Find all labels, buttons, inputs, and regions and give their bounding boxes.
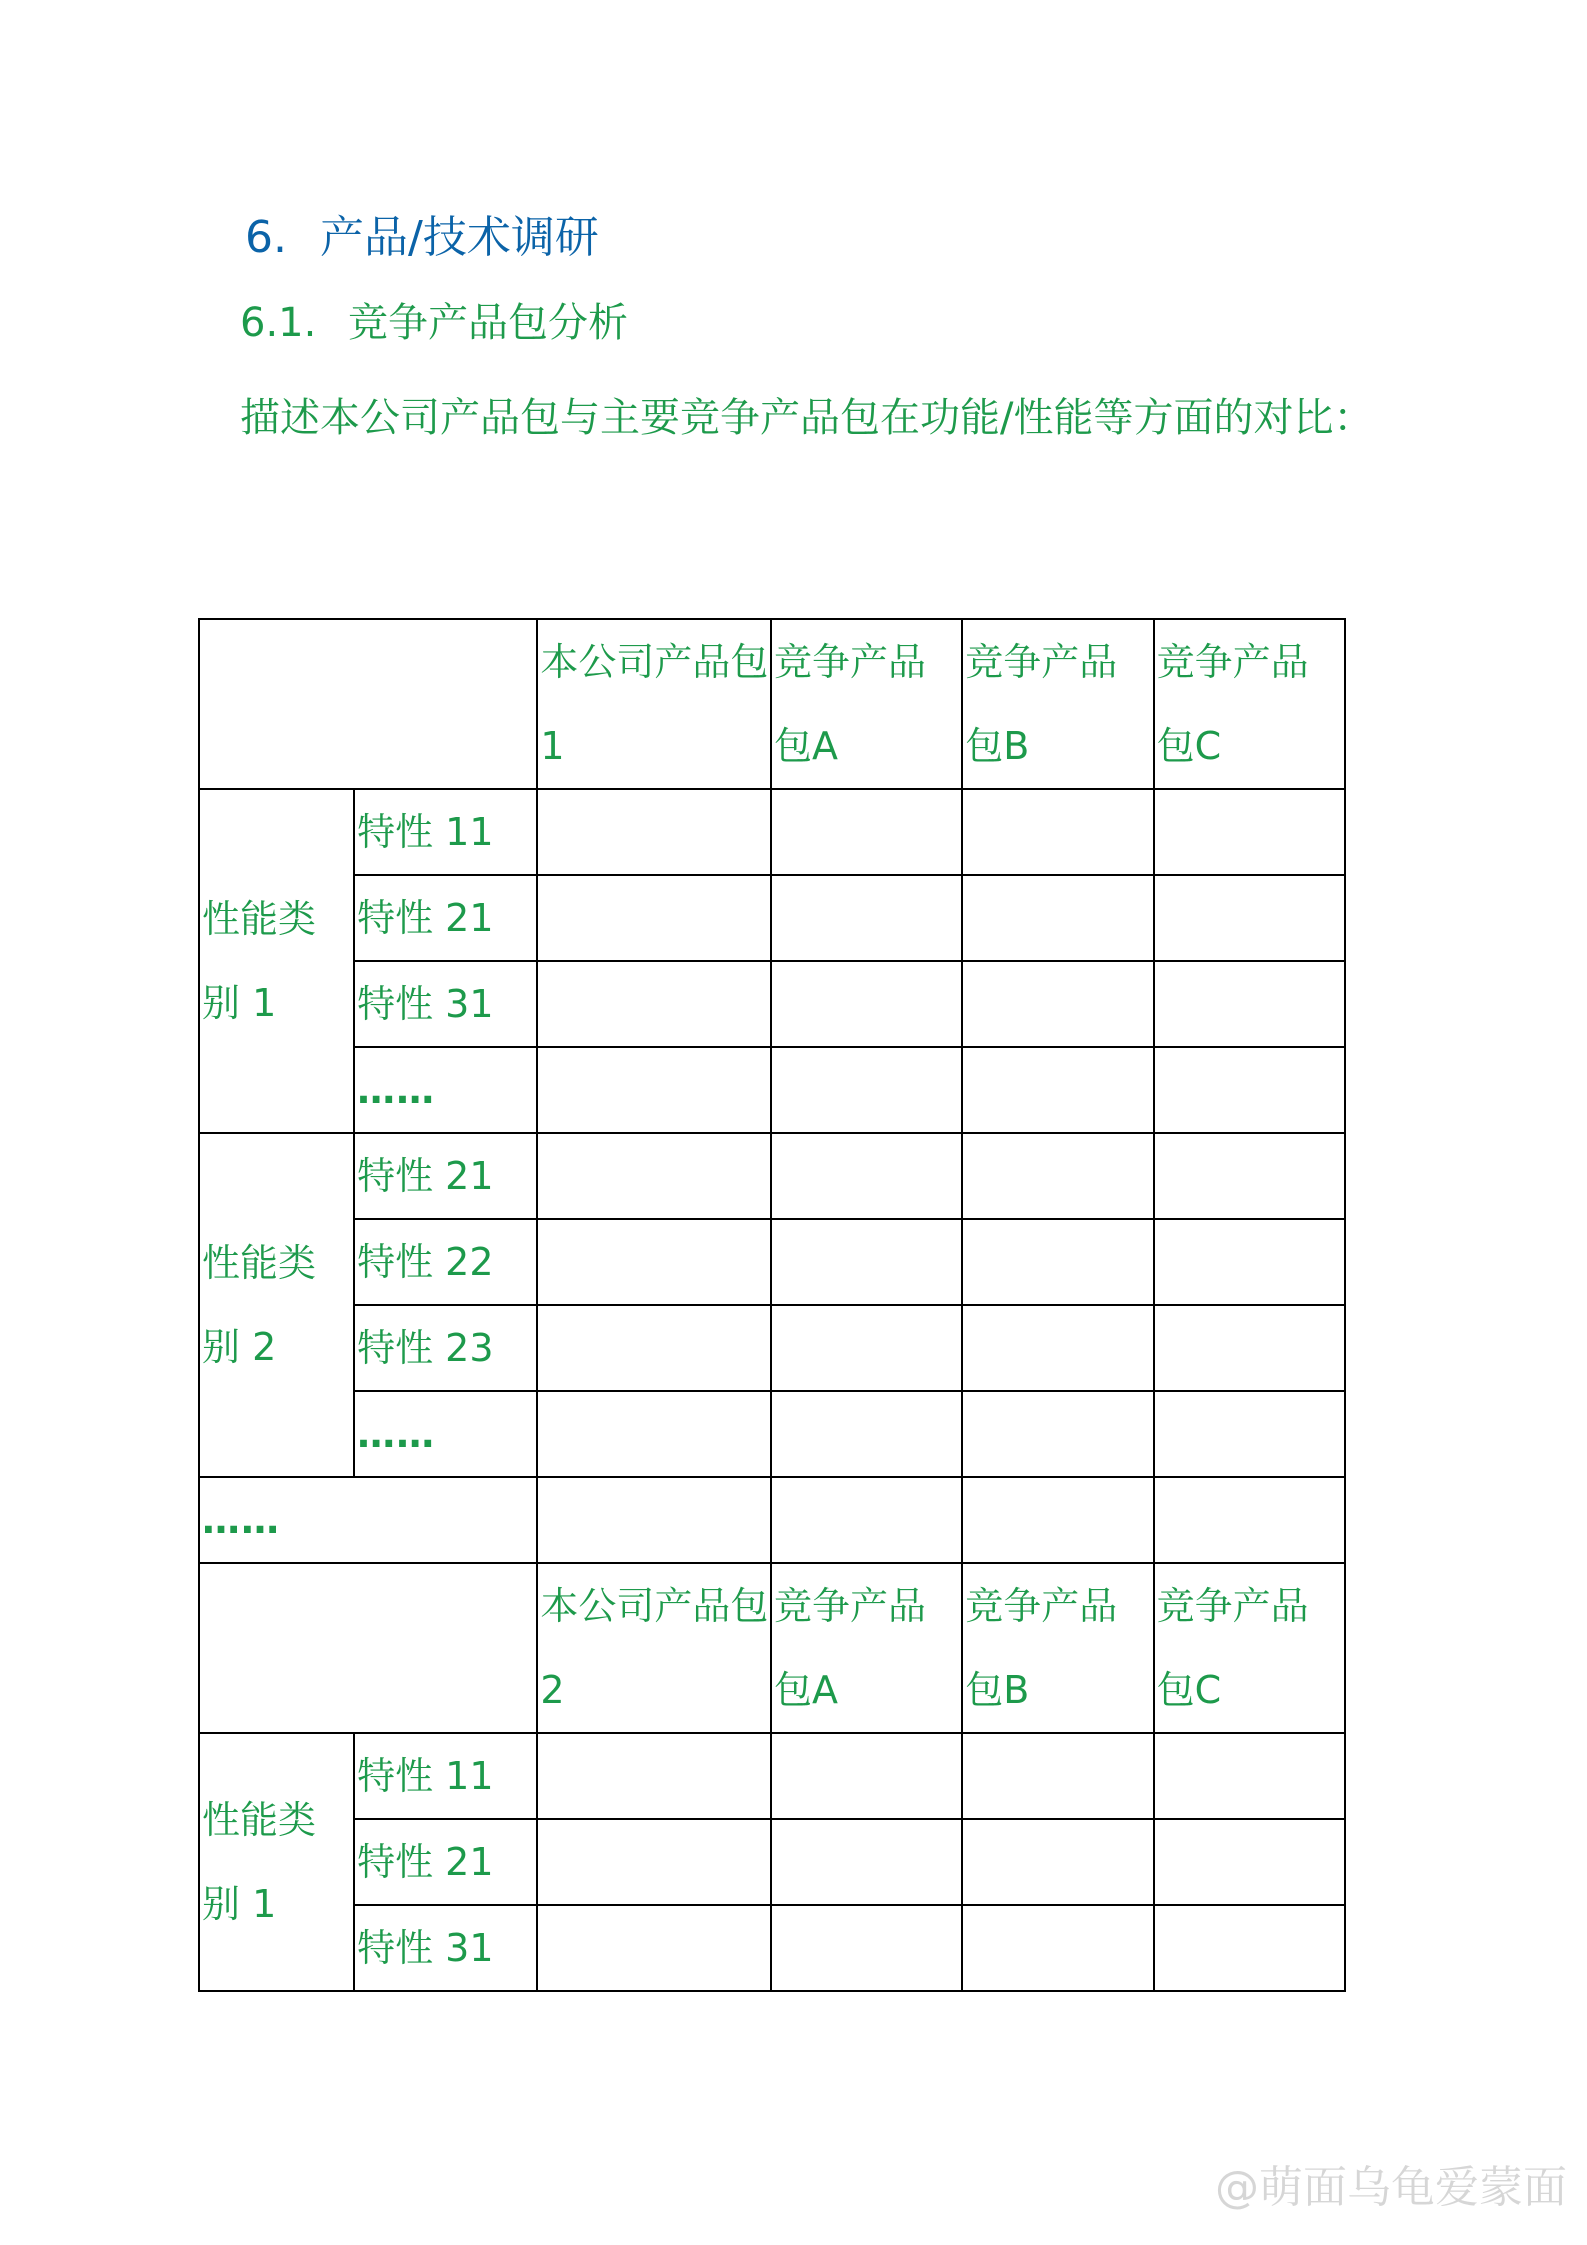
table-row bbox=[199, 789, 1345, 875]
subsection-number: 6.1. bbox=[240, 300, 317, 346]
category-cell: 性能类别 2 bbox=[199, 1133, 354, 1477]
value-cell[interactable] bbox=[537, 1819, 771, 1905]
value-cell[interactable] bbox=[962, 1733, 1153, 1819]
feature-cell: 特性 22 bbox=[354, 1219, 537, 1305]
value-cell[interactable] bbox=[537, 1305, 771, 1391]
value-cell[interactable] bbox=[962, 875, 1153, 961]
value-cell[interactable] bbox=[1154, 1133, 1345, 1219]
table-row bbox=[199, 1305, 1345, 1391]
value-cell[interactable] bbox=[537, 1047, 771, 1133]
header-corner-cell bbox=[199, 1563, 537, 1733]
section-title: 产品/技术调研 bbox=[320, 212, 599, 263]
header-cell: 本公司产品包1 bbox=[537, 619, 771, 789]
value-cell[interactable] bbox=[962, 1477, 1153, 1563]
table-row bbox=[199, 875, 1345, 961]
table-row bbox=[199, 961, 1345, 1047]
table-row bbox=[199, 1905, 1345, 1991]
value-cell[interactable] bbox=[537, 961, 771, 1047]
table-row bbox=[199, 1391, 1345, 1477]
value-cell[interactable] bbox=[1154, 1733, 1345, 1819]
value-cell[interactable] bbox=[1154, 1391, 1345, 1477]
value-cell[interactable] bbox=[962, 1305, 1153, 1391]
value-cell[interactable] bbox=[1154, 875, 1345, 961]
value-cell[interactable] bbox=[537, 789, 771, 875]
value-cell[interactable] bbox=[1154, 1305, 1345, 1391]
subsection-title: 竞争产品包分析 bbox=[348, 300, 628, 346]
section-heading bbox=[245, 208, 599, 268]
value-cell[interactable] bbox=[962, 789, 1153, 875]
table-row bbox=[199, 1733, 1345, 1819]
feature-cell: 特性 21 bbox=[354, 1133, 537, 1219]
value-cell[interactable] bbox=[771, 1819, 962, 1905]
header-corner-cell bbox=[199, 619, 537, 789]
description-paragraph: 描述本公司产品包与主要竞争产品包在功能/性能等方面的对比： bbox=[240, 395, 1374, 441]
value-cell[interactable] bbox=[962, 1133, 1153, 1219]
header-cell: 竞争产品包C bbox=[1154, 1563, 1345, 1733]
value-cell[interactable] bbox=[1154, 1219, 1345, 1305]
value-cell[interactable] bbox=[771, 1133, 962, 1219]
value-cell[interactable] bbox=[962, 1219, 1153, 1305]
value-cell[interactable] bbox=[771, 1305, 962, 1391]
value-cell[interactable] bbox=[962, 1047, 1153, 1133]
ellipsis-cell: …… bbox=[199, 1477, 537, 1563]
table-row bbox=[199, 1219, 1345, 1305]
value-cell[interactable] bbox=[962, 1905, 1153, 1991]
value-cell[interactable] bbox=[771, 1905, 962, 1991]
feature-cell: 特性 21 bbox=[354, 1819, 537, 1905]
header-cell: 竞争产品包A bbox=[771, 619, 962, 789]
header-cell: 本公司产品包2 bbox=[537, 1563, 771, 1733]
value-cell[interactable] bbox=[1154, 1047, 1345, 1133]
category-cell: 性能类别 1 bbox=[199, 1733, 354, 1991]
value-cell[interactable] bbox=[537, 1905, 771, 1991]
value-cell[interactable] bbox=[771, 875, 962, 961]
feature-cell: 特性 11 bbox=[354, 789, 537, 875]
value-cell[interactable] bbox=[1154, 789, 1345, 875]
header-cell: 竞争产品包A bbox=[771, 1563, 962, 1733]
table-row bbox=[199, 1133, 1345, 1219]
table-row bbox=[199, 1819, 1345, 1905]
value-cell[interactable] bbox=[771, 789, 962, 875]
section-number: 6. bbox=[245, 212, 287, 263]
value-cell[interactable] bbox=[537, 1219, 771, 1305]
value-cell[interactable] bbox=[771, 1219, 962, 1305]
value-cell[interactable] bbox=[771, 1477, 962, 1563]
header-cell: 竞争产品包C bbox=[1154, 619, 1345, 789]
feature-cell: 特性 23 bbox=[354, 1305, 537, 1391]
value-cell[interactable] bbox=[962, 1819, 1153, 1905]
feature-cell: 特性 31 bbox=[354, 961, 537, 1047]
table-header-row bbox=[199, 619, 1345, 789]
value-cell[interactable] bbox=[771, 1391, 962, 1477]
value-cell[interactable] bbox=[771, 961, 962, 1047]
watermark: @萌面乌龟爱蒙面 bbox=[1215, 2162, 1567, 2213]
header-cell: 竞争产品包B bbox=[962, 1563, 1153, 1733]
comparison-table bbox=[198, 618, 1346, 1992]
value-cell[interactable] bbox=[537, 1391, 771, 1477]
feature-cell: 特性 31 bbox=[354, 1905, 537, 1991]
feature-cell: …… bbox=[354, 1391, 537, 1477]
value-cell[interactable] bbox=[537, 1733, 771, 1819]
feature-cell: 特性 11 bbox=[354, 1733, 537, 1819]
value-cell[interactable] bbox=[962, 1391, 1153, 1477]
value-cell[interactable] bbox=[537, 1133, 771, 1219]
value-cell[interactable] bbox=[1154, 961, 1345, 1047]
value-cell[interactable] bbox=[771, 1733, 962, 1819]
table-header-row bbox=[199, 1563, 1345, 1733]
header-cell: 竞争产品包B bbox=[962, 619, 1153, 789]
value-cell[interactable] bbox=[1154, 1819, 1345, 1905]
value-cell[interactable] bbox=[1154, 1477, 1345, 1563]
feature-cell: 特性 21 bbox=[354, 875, 537, 961]
value-cell[interactable] bbox=[962, 961, 1153, 1047]
table-row bbox=[199, 1477, 1345, 1563]
value-cell[interactable] bbox=[771, 1047, 962, 1133]
subsection-heading bbox=[240, 295, 628, 351]
category-cell: 性能类别 1 bbox=[199, 789, 354, 1133]
value-cell[interactable] bbox=[537, 875, 771, 961]
value-cell[interactable] bbox=[537, 1477, 771, 1563]
value-cell[interactable] bbox=[1154, 1905, 1345, 1991]
feature-cell: …… bbox=[354, 1047, 537, 1133]
table-row bbox=[199, 1047, 1345, 1133]
